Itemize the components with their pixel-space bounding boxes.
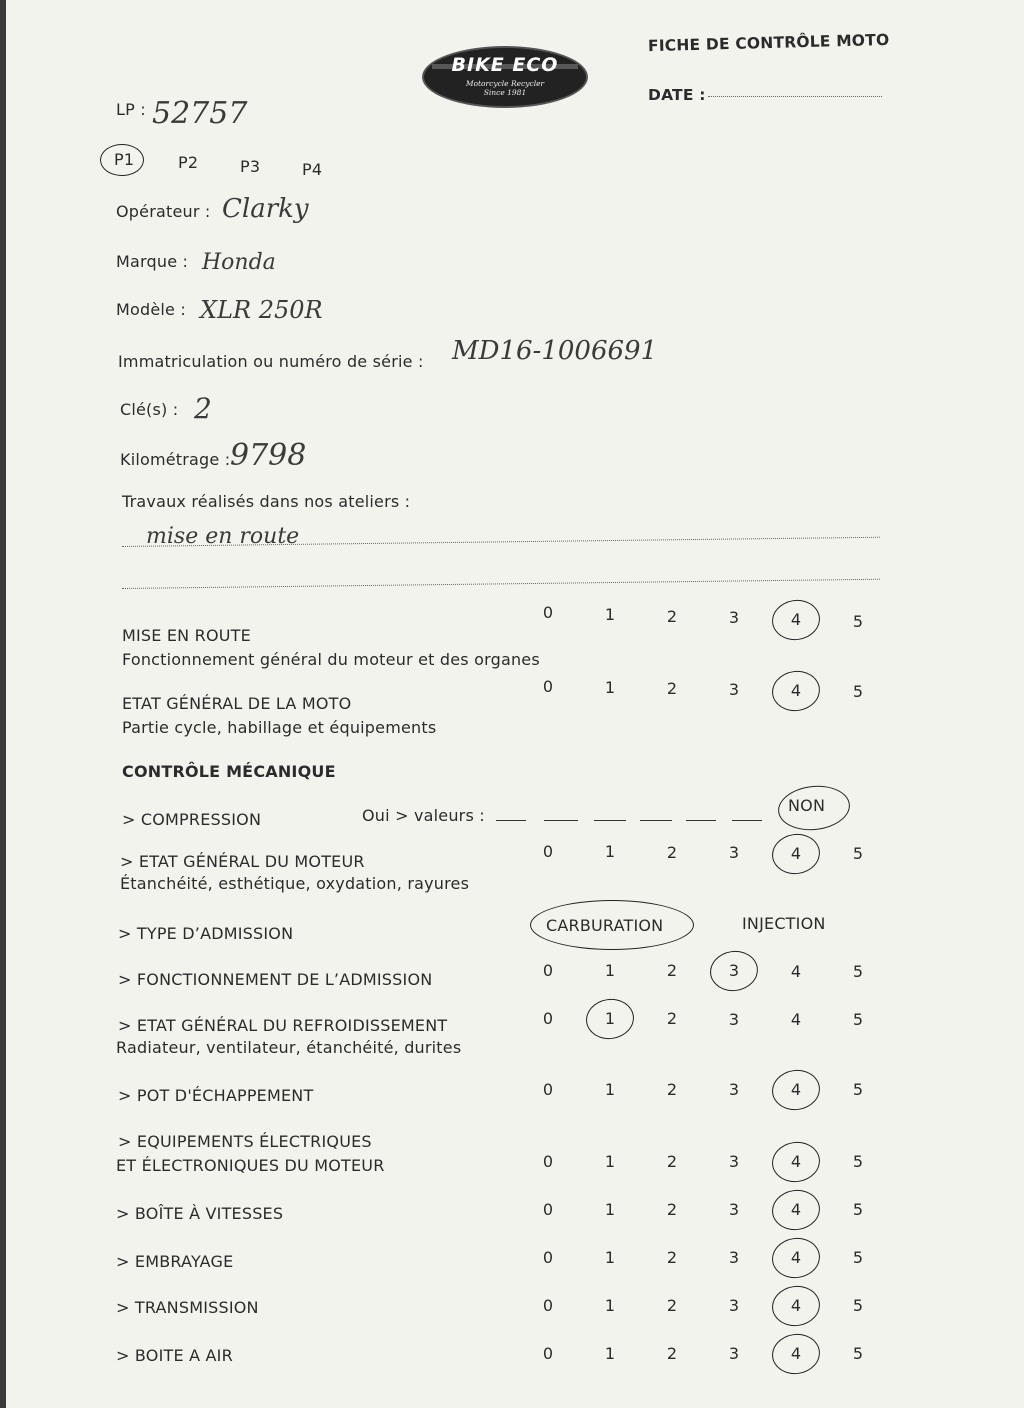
rating-option-5[interactable]: 5 — [852, 612, 864, 631]
engine-check-title: > ETAT GÉNÉRAL DU MOTEUR — [120, 852, 365, 871]
rating-option-4[interactable]: 4 — [790, 1009, 802, 1029]
electrical-check-title: > EQUIPEMENTS ÉLECTRIQUES — [118, 1132, 372, 1151]
logo-name: BIKE ECO — [451, 54, 559, 76]
rating-option-3[interactable]: 3 — [728, 1344, 740, 1363]
rating-option-1[interactable]: 1 — [604, 1009, 616, 1029]
keys-value[interactable]: 2 — [194, 392, 212, 425]
mechanical-section-title: CONTRÔLE MÉCANIQUE — [122, 762, 336, 781]
rating-option-0[interactable]: 0 — [542, 1248, 554, 1267]
rating-option-1[interactable]: 1 — [604, 678, 616, 697]
rating-option-1[interactable]: 1 — [604, 1344, 616, 1363]
rating-option-1[interactable]: 1 — [604, 1200, 616, 1219]
rating-selected-circle — [707, 948, 760, 994]
rating-option-3[interactable]: 3 — [728, 1080, 740, 1099]
rating-option-3[interactable]: 3 — [728, 608, 740, 628]
rating-option-3[interactable]: 3 — [728, 1009, 740, 1029]
registration-label: Immatriculation ou numéro de série : — [118, 352, 424, 371]
rating-selected-circle — [769, 1283, 822, 1329]
rating-option-0[interactable]: 0 — [542, 1152, 554, 1171]
rating-option-0[interactable]: 0 — [542, 842, 554, 861]
rating-selected-circle — [769, 668, 822, 714]
work-value[interactable]: mise en route — [146, 524, 300, 549]
rating-option-0[interactable]: 0 — [542, 1296, 554, 1315]
keys-label: Clé(s) : — [120, 400, 179, 419]
rating-option-0[interactable]: 0 — [542, 1344, 554, 1363]
inspection-form-sheet — [6, 0, 1024, 1408]
date-field[interactable] — [708, 96, 882, 97]
operator-label: Opérateur : — [116, 202, 211, 221]
intake-type-label: > TYPE D’ADMISSION — [118, 924, 294, 943]
rating-option-2[interactable]: 2 — [666, 1009, 678, 1029]
rating-option-3[interactable]: 3 — [728, 1296, 740, 1315]
rating-option-0[interactable]: 0 — [542, 1080, 554, 1099]
bike-eco-logo — [422, 46, 588, 108]
lp-value[interactable]: 52757 — [152, 96, 248, 131]
rating-option-3[interactable]: 3 — [728, 680, 740, 699]
rating-selected-circle — [583, 996, 636, 1042]
rating-option-0[interactable]: 0 — [542, 677, 554, 696]
rating-option-3[interactable]: 3 — [728, 1200, 740, 1219]
rating-option-3[interactable]: 3 — [728, 961, 740, 981]
rating-option-1[interactable]: 1 — [604, 604, 616, 624]
rating-option-2[interactable]: 2 — [666, 606, 678, 626]
position-p1[interactable]: P1 — [114, 150, 135, 169]
rating-option-5[interactable]: 5 — [852, 1296, 864, 1315]
brand-value[interactable]: Honda — [202, 250, 276, 275]
intake-carburation-option[interactable]: CARBURATION — [546, 916, 664, 935]
rating-option-4[interactable]: 4 — [790, 1152, 802, 1171]
lp-label: LP : — [116, 100, 146, 119]
cooling-check-subtitle: Radiateur, ventilateur, étanchéité, durites — [116, 1038, 462, 1057]
rating-option-4[interactable]: 4 — [790, 610, 802, 630]
rating-option-5[interactable]: 5 — [852, 844, 864, 863]
rating-option-4[interactable]: 4 — [790, 681, 802, 700]
rating-option-2[interactable]: 2 — [666, 1200, 678, 1219]
rating-option-5[interactable]: 5 — [852, 1200, 864, 1219]
intake-injection-option[interactable]: INJECTION — [742, 914, 826, 933]
compression-value-blank[interactable] — [496, 820, 526, 821]
rating-option-1[interactable]: 1 — [604, 1080, 616, 1099]
rating-option-2[interactable]: 2 — [666, 1344, 678, 1363]
rating-selected-circle — [769, 1331, 822, 1377]
compression-non-option[interactable]: NON — [788, 796, 826, 815]
position-p2[interactable]: P2 — [178, 153, 199, 172]
compression-label: > COMPRESSION — [122, 810, 262, 829]
form-title: FICHE DE CONTRÔLE MOTO — [647, 30, 890, 56]
rating-option-2[interactable]: 2 — [666, 1152, 678, 1171]
general-check-title: MISE EN ROUTE — [122, 626, 251, 645]
rating-option-2[interactable]: 2 — [666, 961, 678, 981]
position-p3[interactable]: P3 — [240, 157, 261, 176]
airbox-check-title: > BOITE A AIR — [116, 1346, 233, 1365]
rating-selected-circle — [769, 597, 822, 643]
rating-selected-circle — [769, 1139, 822, 1185]
rating-option-5[interactable]: 5 — [852, 1152, 864, 1171]
rating-option-1[interactable]: 1 — [604, 1248, 616, 1267]
rating-option-2[interactable]: 2 — [666, 1296, 678, 1315]
rating-option-4[interactable]: 4 — [790, 1080, 802, 1099]
rating-selected-circle — [769, 1235, 822, 1281]
operator-value[interactable]: Clarky — [222, 194, 309, 224]
rating-selected-circle — [769, 1067, 822, 1113]
work-line-2[interactable] — [122, 579, 880, 589]
model-value[interactable]: XLR 250R — [200, 296, 323, 324]
intake-function-title: > FONCTIONNEMENT DE L’ADMISSION — [118, 970, 433, 989]
rating-option-0[interactable]: 0 — [542, 603, 554, 622]
rating-option-3[interactable]: 3 — [728, 1152, 740, 1171]
rating-option-5[interactable]: 5 — [852, 1344, 864, 1363]
transmission-check-title: > TRANSMISSION — [116, 1298, 259, 1317]
compression-value-blank[interactable] — [640, 820, 672, 821]
work-label: Travaux réalisés dans nos ateliers : — [122, 492, 411, 511]
rating-option-4[interactable]: 4 — [790, 1248, 802, 1267]
rating-option-2[interactable]: 2 — [666, 1080, 678, 1099]
rating-option-2[interactable]: 2 — [666, 842, 678, 862]
general-check-subtitle: Partie cycle, habillage et équipements — [122, 718, 437, 737]
electrical-check-subtitle: ET ÉLECTRONIQUES DU MOTEUR — [116, 1156, 385, 1175]
logo-tagline: Motorcycle Recycler — [465, 79, 545, 88]
rating-option-0[interactable]: 0 — [542, 960, 554, 980]
rating-option-4[interactable]: 4 — [790, 843, 802, 863]
compression-value-blank[interactable] — [732, 820, 762, 821]
compression-value-blank[interactable] — [544, 820, 578, 821]
clutch-check-title: > EMBRAYAGE — [116, 1252, 234, 1271]
gearbox-check-title: > BOÎTE À VITESSES — [116, 1204, 284, 1223]
compression-value-blank[interactable] — [594, 820, 626, 821]
rating-option-2[interactable]: 2 — [666, 1248, 678, 1267]
mileage-label: Kilométrage : — [120, 450, 231, 469]
model-label: Modèle : — [116, 300, 186, 319]
compression-oui-label: Oui > valeurs : — [362, 806, 485, 825]
rating-option-1[interactable]: 1 — [604, 1296, 616, 1315]
rating-option-5[interactable]: 5 — [852, 1080, 864, 1099]
general-check-title: ETAT GÉNÉRAL DE LA MOTO — [122, 694, 352, 713]
exhaust-check-title: > POT D'ÉCHAPPEMENT — [118, 1086, 314, 1105]
cooling-check-title: > ETAT GÉNÉRAL DU REFROIDISSEMENT — [118, 1016, 448, 1035]
rating-option-0[interactable]: 0 — [542, 1200, 554, 1219]
mileage-value[interactable]: 9798 — [230, 438, 307, 473]
rating-option-5[interactable]: 5 — [852, 682, 864, 701]
rating-option-4[interactable]: 4 — [790, 1296, 802, 1315]
engine-check-subtitle: Étanchéité, esthétique, oxydation, rayures — [120, 874, 470, 893]
compression-value-blank[interactable] — [686, 820, 716, 821]
rating-option-1[interactable]: 1 — [604, 1152, 616, 1171]
rating-option-4[interactable]: 4 — [790, 1344, 802, 1363]
brand-label: Marque : — [116, 252, 189, 271]
position-p4[interactable]: P4 — [302, 160, 323, 179]
logo-since: Since 1981 — [483, 88, 527, 97]
rating-option-2[interactable]: 2 — [666, 679, 678, 698]
rating-option-3[interactable]: 3 — [728, 1248, 740, 1267]
general-check-subtitle: Fonctionnement général du moteur et des organes — [122, 650, 540, 669]
rating-option-1[interactable]: 1 — [604, 960, 616, 980]
rating-selected-circle — [769, 830, 822, 876]
rating-option-5[interactable]: 5 — [852, 962, 864, 981]
rating-option-0[interactable]: 0 — [542, 1009, 554, 1028]
rating-option-5[interactable]: 5 — [852, 1010, 864, 1029]
rating-option-3[interactable]: 3 — [728, 843, 740, 863]
rating-option-1[interactable]: 1 — [604, 842, 616, 862]
rating-option-4[interactable]: 4 — [790, 961, 802, 981]
rating-option-5[interactable]: 5 — [852, 1248, 864, 1267]
date-label: DATE : — [648, 86, 706, 104]
rating-selected-circle — [769, 1187, 822, 1233]
rating-option-4[interactable]: 4 — [790, 1200, 802, 1219]
registration-value[interactable]: MD16-1006691 — [452, 336, 658, 366]
